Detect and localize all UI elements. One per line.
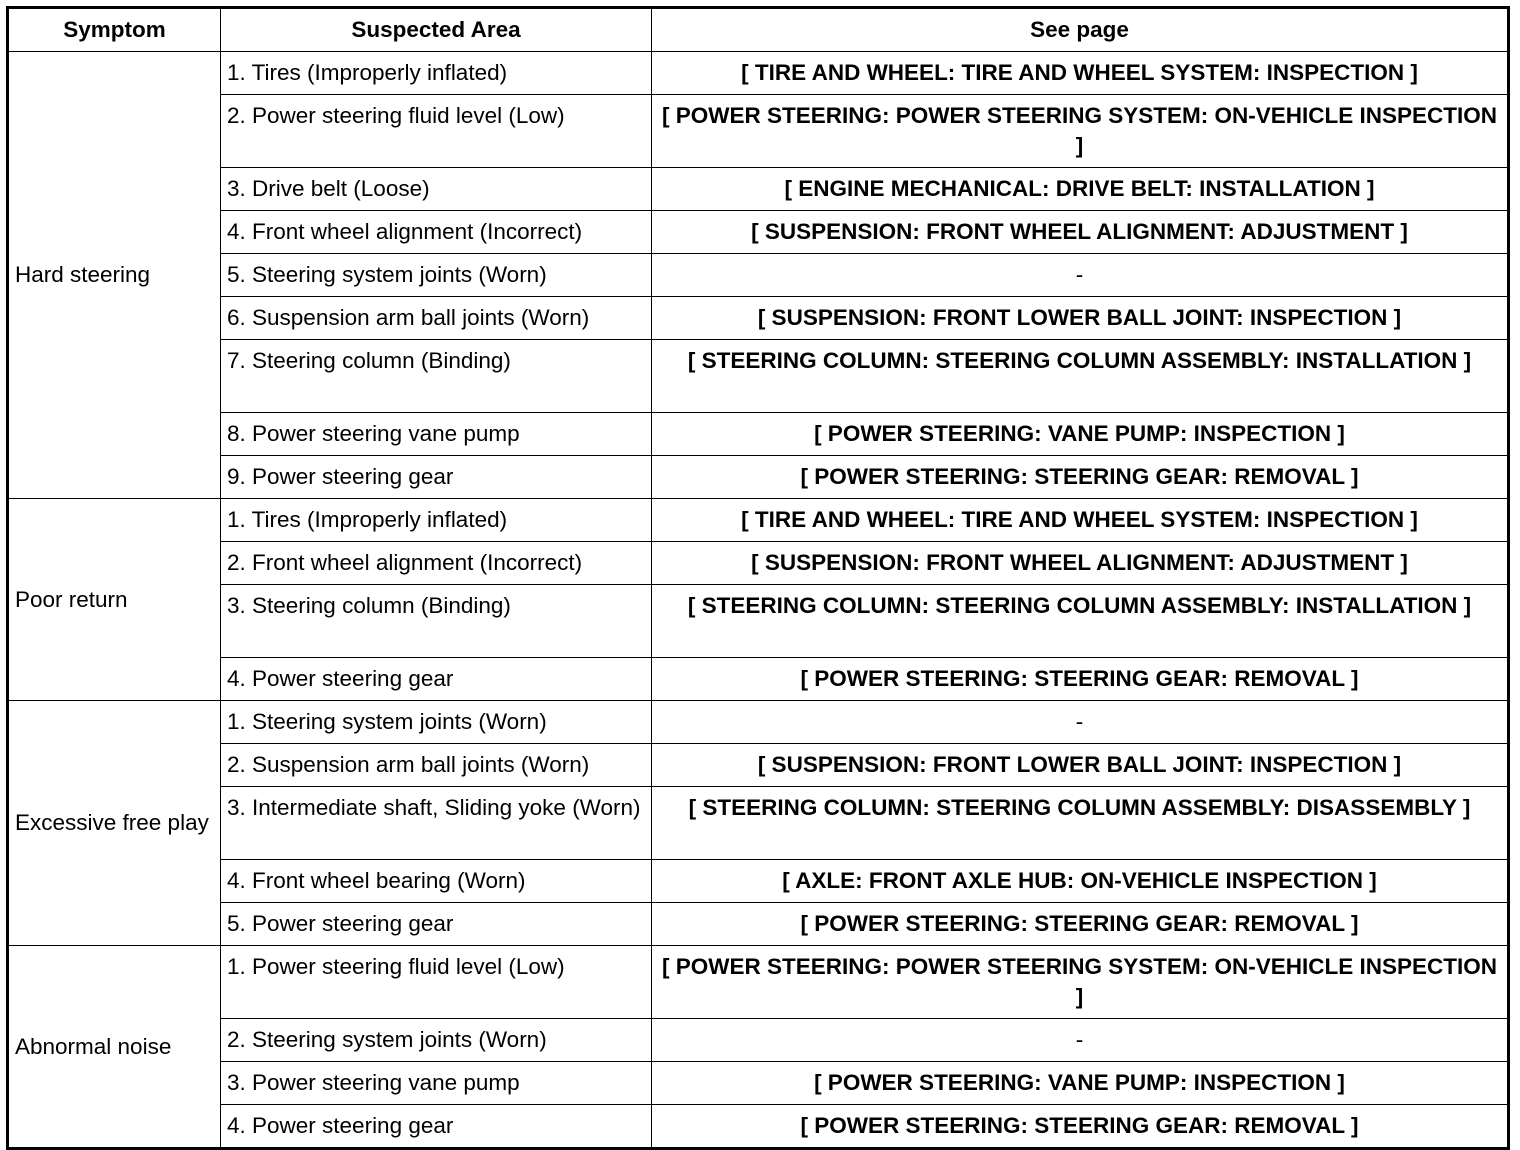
symptom-cell: Hard steering [8,52,221,499]
suspected-area-cell: 6. Suspension arm ball joints (Worn) [221,297,652,340]
see-page-link[interactable]: [ POWER STEERING: STEERING GEAR: REMOVAL ] [652,1105,1509,1149]
symptom-cell: Excessive free play [8,701,221,946]
see-page-link[interactable]: [ TIRE AND WHEEL: TIRE AND WHEEL SYSTEM: INSPECTION ] [652,499,1509,542]
table-row [8,168,1509,211]
see-page-link[interactable]: [ SUSPENSION: FRONT LOWER BALL JOINT: INSPECTION ] [652,744,1509,787]
see-page-link[interactable]: [ TIRE AND WHEEL: TIRE AND WHEEL SYSTEM: INSPECTION ] [652,52,1509,95]
table-row [8,1105,1509,1149]
header-see-page: See page [652,8,1509,52]
table-row [8,1019,1509,1062]
symptom-cell: Poor return [8,499,221,701]
see-page-link[interactable]: [ ENGINE MECHANICAL: DRIVE BELT: INSTALLATION ] [652,168,1509,211]
table-row [8,52,1509,95]
table-row [8,701,1509,744]
see-page-link[interactable]: [ POWER STEERING: STEERING GEAR: REMOVAL ] [652,903,1509,946]
table-row [8,95,1509,168]
see-page-link[interactable]: [ STEERING COLUMN: STEERING COLUMN ASSEMBLY: DISASSEMBLY ] [652,787,1509,860]
suspected-area-cell: 2. Steering system joints (Worn) [221,1019,652,1062]
header-row [8,8,1509,52]
table-row [8,211,1509,254]
header-suspected-area: Suspected Area [221,8,652,52]
see-page-link[interactable]: [ POWER STEERING: POWER STEERING SYSTEM: ON-VEHICLE INSPECTION ] [652,946,1509,1019]
see-page-empty: - [652,254,1509,297]
table-row [8,860,1509,903]
troubleshooting-table [6,6,1510,1150]
table-row [8,658,1509,701]
table-row [8,340,1509,413]
see-page-empty: - [652,701,1509,744]
table-row [8,542,1509,585]
table-row [8,946,1509,1019]
suspected-area-cell: 4. Front wheel bearing (Worn) [221,860,652,903]
suspected-area-cell: 2. Front wheel alignment (Incorrect) [221,542,652,585]
table-row [8,1062,1509,1105]
see-page-link[interactable]: [ SUSPENSION: FRONT WHEEL ALIGNMENT: ADJUSTMENT ] [652,542,1509,585]
see-page-link[interactable]: [ POWER STEERING: STEERING GEAR: REMOVAL ] [652,658,1509,701]
suspected-area-cell: 1. Tires (Improperly inflated) [221,52,652,95]
table-row [8,744,1509,787]
table-row [8,903,1509,946]
suspected-area-cell: 1. Steering system joints (Worn) [221,701,652,744]
suspected-area-cell: 3. Power steering vane pump [221,1062,652,1105]
see-page-link[interactable]: [ POWER STEERING: POWER STEERING SYSTEM: ON-VEHICLE INSPECTION ] [652,95,1509,168]
suspected-area-cell: 1. Tires (Improperly inflated) [221,499,652,542]
table-row [8,499,1509,542]
see-page-link[interactable]: [ STEERING COLUMN: STEERING COLUMN ASSEMBLY: INSTALLATION ] [652,585,1509,658]
suspected-area-cell: 7. Steering column (Binding) [221,340,652,413]
see-page-link[interactable]: [ POWER STEERING: VANE PUMP: INSPECTION ] [652,413,1509,456]
suspected-area-cell: 2. Power steering fluid level (Low) [221,95,652,168]
suspected-area-cell: 3. Intermediate shaft, Sliding yoke (Worn) [221,787,652,860]
table-row [8,297,1509,340]
see-page-empty: - [652,1019,1509,1062]
suspected-area-cell: 9. Power steering gear [221,456,652,499]
table-row [8,254,1509,297]
suspected-area-cell: 5. Steering system joints (Worn) [221,254,652,297]
table-row [8,456,1509,499]
see-page-link[interactable]: [ AXLE: FRONT AXLE HUB: ON-VEHICLE INSPECTION ] [652,860,1509,903]
suspected-area-cell: 3. Steering column (Binding) [221,585,652,658]
table-row [8,787,1509,860]
suspected-area-cell: 4. Power steering gear [221,658,652,701]
suspected-area-cell: 5. Power steering gear [221,903,652,946]
see-page-link[interactable]: [ POWER STEERING: VANE PUMP: INSPECTION ] [652,1062,1509,1105]
table-row [8,413,1509,456]
see-page-link[interactable]: [ SUSPENSION: FRONT WHEEL ALIGNMENT: ADJUSTMENT ] [652,211,1509,254]
suspected-area-cell: 8. Power steering vane pump [221,413,652,456]
see-page-link[interactable]: [ POWER STEERING: STEERING GEAR: REMOVAL ] [652,456,1509,499]
table-row [8,585,1509,658]
see-page-link[interactable]: [ SUSPENSION: FRONT LOWER BALL JOINT: INSPECTION ] [652,297,1509,340]
suspected-area-cell: 2. Suspension arm ball joints (Worn) [221,744,652,787]
suspected-area-cell: 3. Drive belt (Loose) [221,168,652,211]
suspected-area-cell: 4. Power steering gear [221,1105,652,1149]
header-symptom: Symptom [8,8,221,52]
suspected-area-cell: 1. Power steering fluid level (Low) [221,946,652,1019]
suspected-area-cell: 4. Front wheel alignment (Incorrect) [221,211,652,254]
see-page-link[interactable]: [ STEERING COLUMN: STEERING COLUMN ASSEMBLY: INSTALLATION ] [652,340,1509,413]
symptom-cell: Abnormal noise [8,946,221,1149]
